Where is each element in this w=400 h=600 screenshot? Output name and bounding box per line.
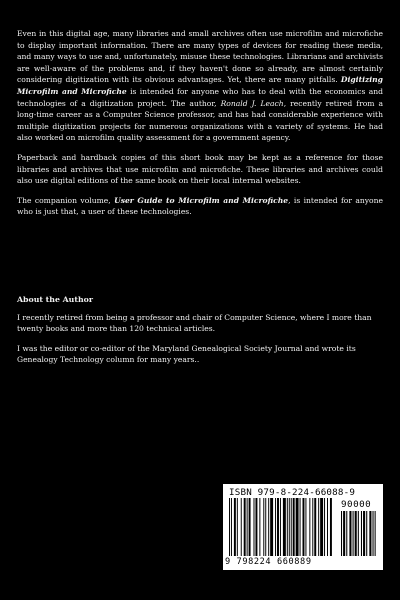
barcode-bar [265, 498, 266, 556]
book-title-emphasis: Digitizing Microfilm and Microfiche [17, 75, 383, 96]
barcode-bar [361, 511, 362, 556]
back-cover-text [17, 28, 383, 374]
barcode-bar [296, 498, 299, 556]
description-paragraph-1 [17, 28, 383, 144]
barcode-bar [280, 498, 281, 556]
companion-title-emphasis: User Guide to Microfilm and Microfiche [114, 195, 289, 205]
barcode-bar [318, 498, 319, 556]
barcode-bar [249, 498, 251, 556]
author-name-emphasis: Ronald J. Leach [220, 98, 284, 108]
barcode-bar [237, 498, 238, 556]
barcode-bar [255, 498, 257, 556]
barcode-bar [366, 511, 367, 556]
price-code: 90000 [341, 499, 372, 510]
barcode-bar [275, 498, 276, 556]
ean13-bars [229, 498, 337, 556]
description-text-1b: is intended for anyone who has to deal with the economics and technologies of a digitization project. The author, [17, 86, 383, 108]
barcode-bar [363, 511, 365, 556]
description-text-1a: Even in this digital age, many libraries and small archives often use microfilm and microfiche to display important information. There are many types of devices for reading these media, and many ways to use and, unfortunately, misuse these technologies. Librarians and archivists are well-aware of the problems and, if they haven't done so already, are almost certainly considering digitization with its obvious advantages. Yet, there are many pitfalls. [17, 29, 383, 85]
barcode-bar [270, 498, 273, 556]
barcode-bar [287, 498, 288, 556]
isbn-barcode [223, 484, 383, 570]
barcode-bar [320, 498, 323, 556]
description-text-3a: The companion volume, [17, 195, 115, 205]
barcode-bar [277, 498, 279, 556]
barcode-bar [353, 511, 354, 556]
barcode-bar [355, 511, 357, 556]
barcode-bar [234, 498, 236, 556]
barcode-bar [259, 498, 260, 556]
barcode-bar [247, 498, 248, 556]
about-author-section [17, 294, 383, 366]
barcode-bar [241, 498, 242, 556]
barcode-bar [289, 498, 290, 556]
barcode-bar [369, 511, 371, 556]
barcode-bar [375, 511, 376, 556]
barcode-bar [358, 511, 359, 556]
description-paragraph-3 [17, 195, 383, 218]
barcode-bar [314, 498, 316, 556]
barcode-bar [303, 498, 305, 556]
barcode-bar [263, 498, 264, 556]
barcode-bar [231, 498, 232, 556]
barcode-bar [268, 498, 269, 556]
about-author-heading: About the Author [17, 294, 93, 304]
barcode-bar [327, 498, 328, 556]
barcode-bar [309, 498, 310, 556]
description-text-3b: , is intended for anyone who is just that, a user of these technologies. [17, 195, 384, 217]
addon-bars [341, 511, 377, 556]
barcode-bar [341, 511, 342, 556]
barcode-bar [229, 498, 230, 556]
barcode-bar [343, 511, 345, 556]
about-author-paragraph-1: I recently retired from being a professor and chair of Computer Science, where I more than twenty books and more than 120 technical articles. [17, 312, 372, 334]
barcode-bar [300, 498, 301, 556]
barcode-bar [254, 498, 255, 556]
ean-digits: 9 798224 660889 [225, 557, 312, 567]
barcode-bar [244, 498, 246, 556]
description-paragraph-2: Paperback and hardback copies of this short book may be kept as a reference for those libraries and archives that use microfilm and microfiche. These libraries and archives could also use digital editions of the same book on their local internal websites. [17, 152, 383, 186]
barcode-bar [291, 498, 292, 556]
isbn-label: ISBN 979-8-224-66088-9 [229, 487, 356, 498]
barcode-bar [283, 498, 286, 556]
barcode-bar [312, 498, 313, 556]
barcode-bar [373, 511, 374, 556]
barcode-bar [346, 511, 347, 556]
barcode-bar [324, 498, 325, 556]
barcode-bar [349, 511, 351, 556]
barcode-bar [330, 498, 332, 556]
about-author-paragraph-2: I was the editor or co-editor of the Maryland Genealogical Society Journal and wrote its Genealogy Technology column for many years.. [17, 343, 356, 365]
barcode-bar [305, 498, 306, 556]
description-text-1c: , recently retired from a long-time career as a Computer Science professor, and has had considerable experience with multiple digitization projects for numerous organizations with a variety of systems. He had also worked on microfilm quality assessment for a government agency. [17, 98, 384, 143]
barcode-bar [293, 498, 295, 556]
